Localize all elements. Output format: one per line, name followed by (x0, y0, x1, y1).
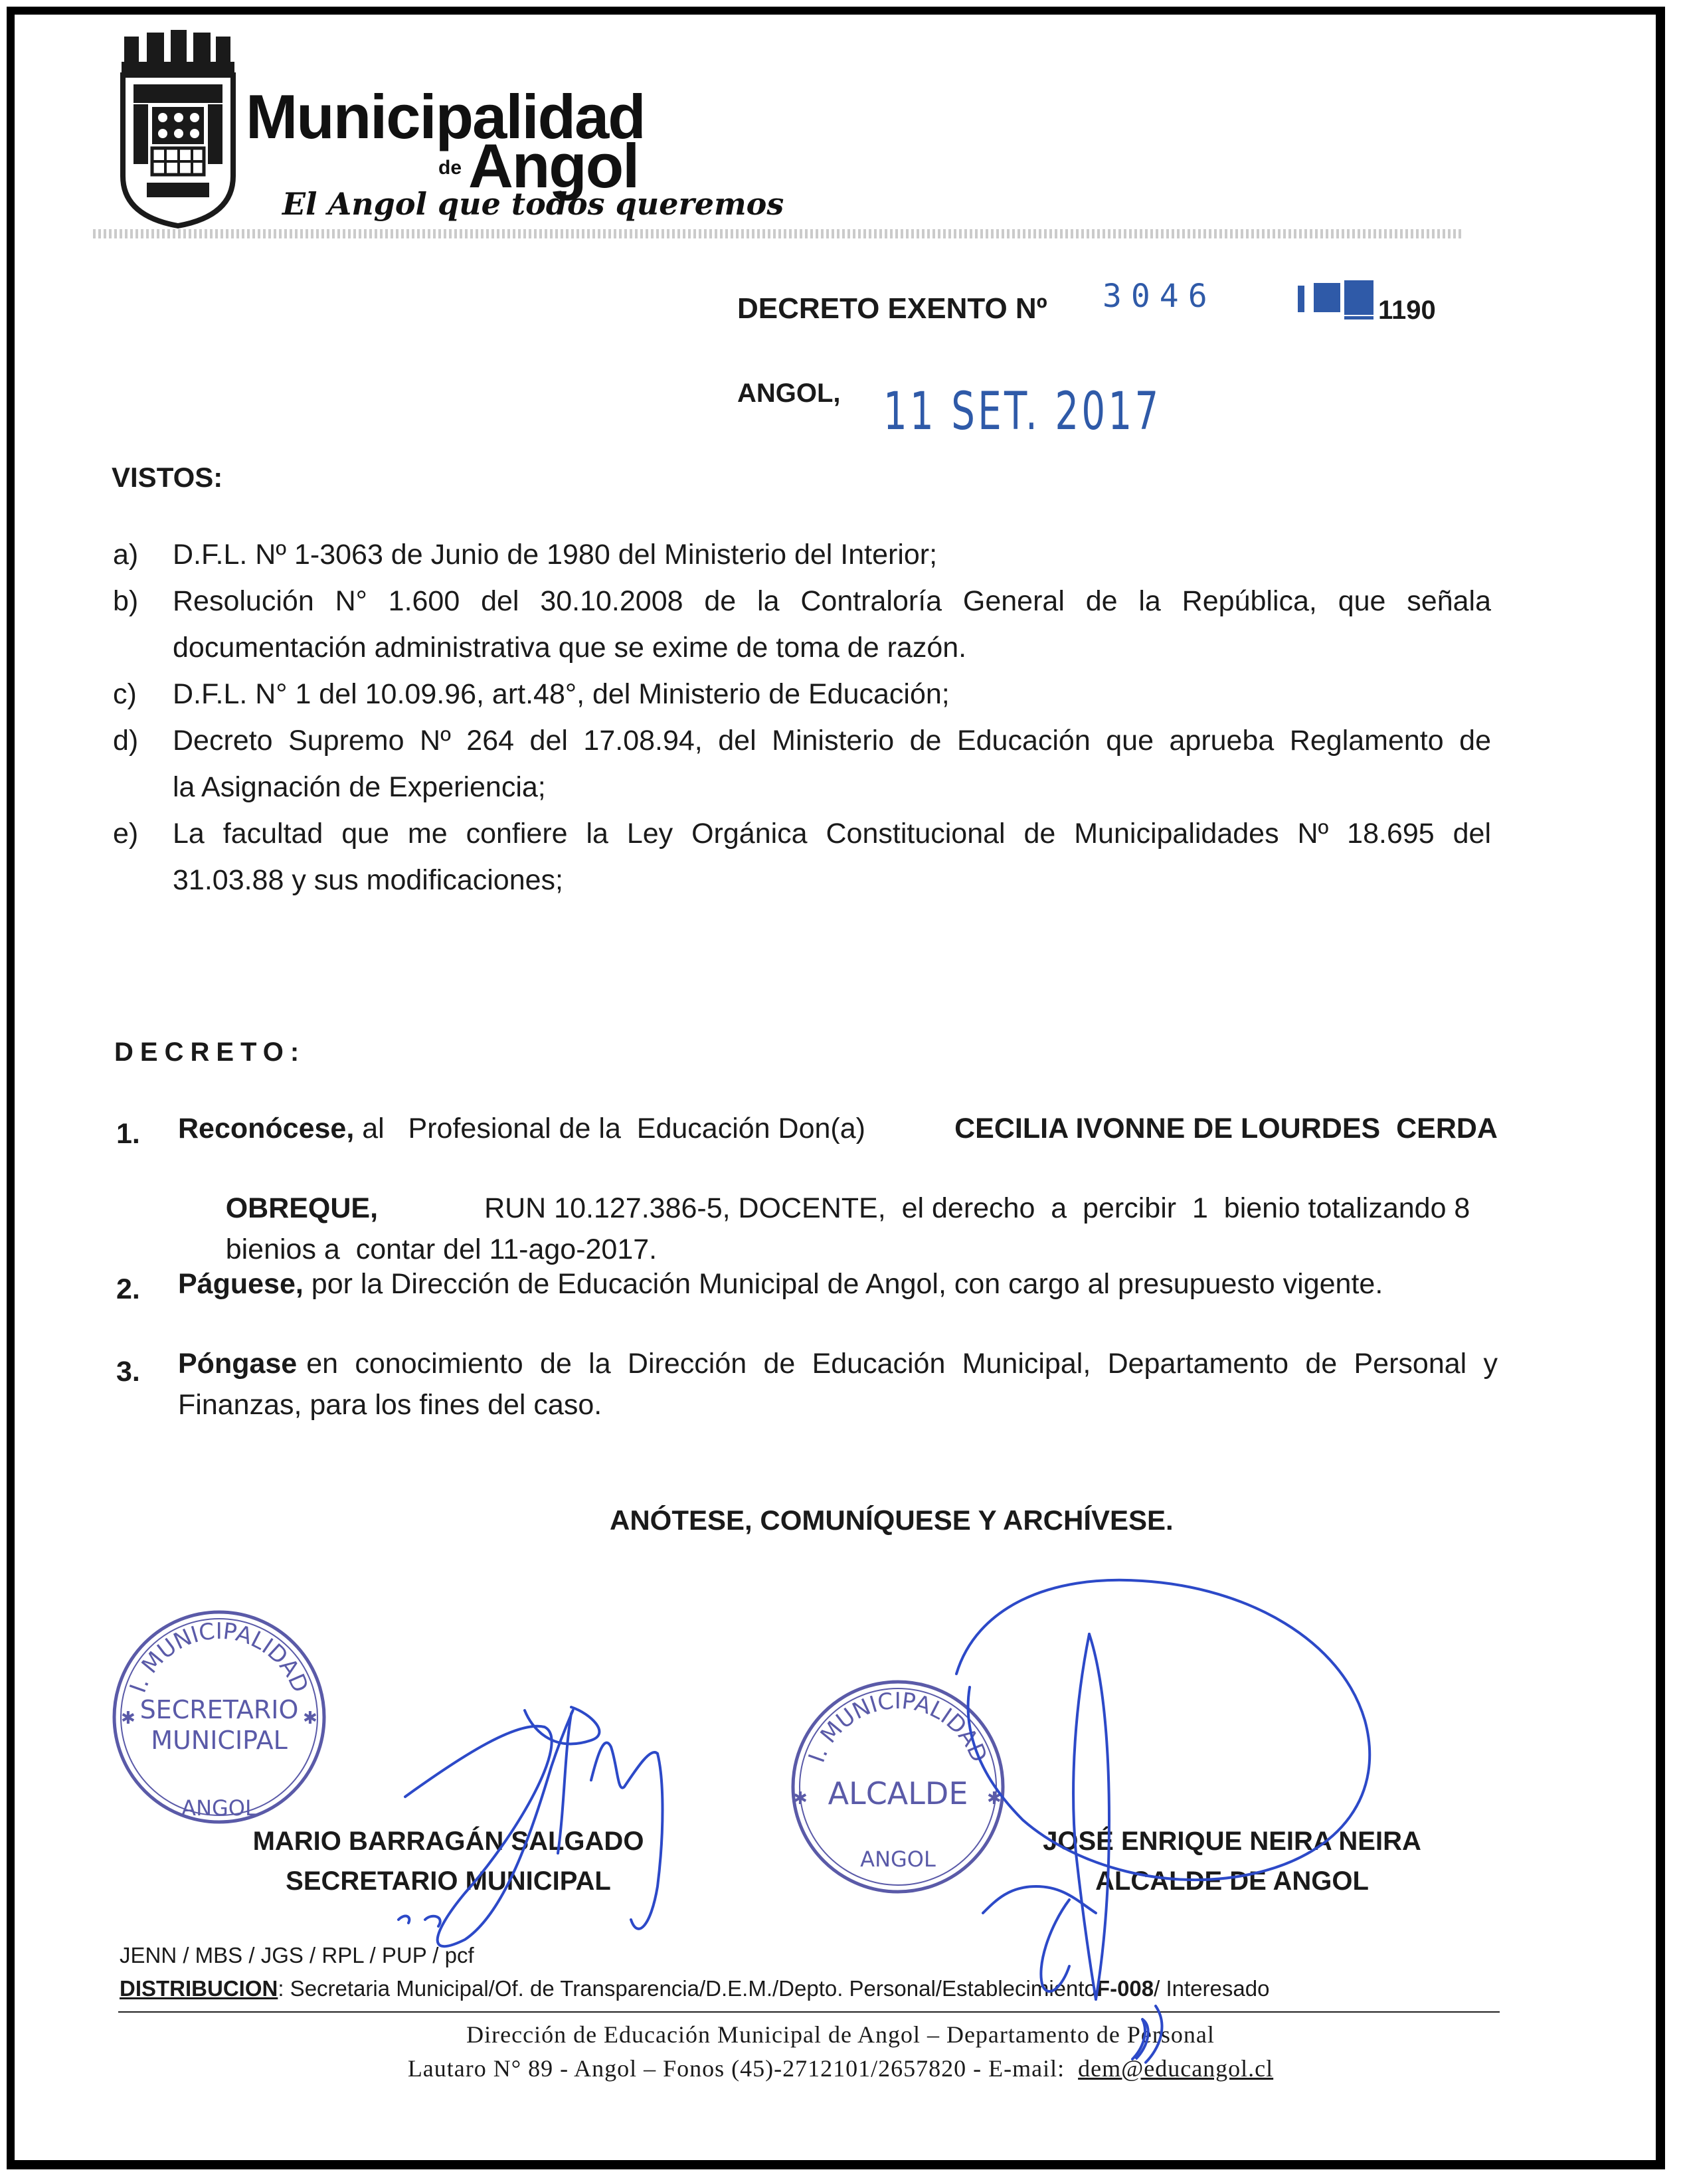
list-item-text: D.F.L. N° 1 del 10.09.96, art.48°, del Ministerio de Educación; (173, 678, 950, 710)
seal-top-text: I. MUNICIPALIDAD (124, 1617, 314, 1696)
article-lead: Páguese, (178, 1268, 304, 1300)
list-item-letter: e) (113, 818, 139, 850)
list-item-letter: d) (113, 725, 139, 757)
footer-contact (0, 2054, 1681, 2082)
svg-text:I. MUNICIPALIDAD (804, 1688, 992, 1766)
article-number: 3. (116, 1356, 140, 1388)
list-item-text: Resolución N° 1.600 del 30.10.2008 de la Contraloría General de la República, que señala (173, 585, 1491, 617)
vistos-list (113, 531, 1491, 903)
list-item-text: 31.03.88 y sus modificaciones; (173, 864, 563, 896)
article-number: 1. (116, 1118, 140, 1150)
typist-initials: JENN / MBS / JGS / RPL / PUP / pcf (120, 1943, 474, 1967)
seal-line1: ALCALDE (828, 1775, 968, 1811)
article-lead: Reconócese, (178, 1113, 355, 1144)
article-body (178, 1263, 1498, 1305)
brand-name-de: de (438, 157, 462, 179)
decree-article-1 (116, 1108, 1498, 1265)
seal-line1: SECRETARIO (139, 1695, 299, 1724)
mayor-seal (785, 1674, 1011, 1900)
decree-number: 1190 (1378, 296, 1436, 325)
municipal-crest-logo (110, 30, 242, 229)
footer-divider (118, 2011, 1500, 2013)
brand-name-line2: Angol (468, 131, 639, 201)
beneficiary-surname: OBREQUE, (225, 1192, 379, 1224)
signatory-title: ALCALDE DE ANGOL (1095, 1866, 1369, 1896)
list-item-letter: a) (113, 539, 139, 571)
brand-name-line1: Municipalidad (246, 82, 645, 151)
article-lead: Póngase (178, 1348, 298, 1380)
distribution-line (120, 1976, 1269, 2001)
decreto-heading: DECRETO: (114, 1038, 306, 1067)
seal-star-icon: ✱ (303, 1708, 317, 1728)
signatory-mayor (1003, 1821, 1461, 1901)
article-text: por la Dirección de Educación Municipal de Angol, con cargo al presupuesto vigente. (311, 1268, 1383, 1300)
decree-article-2 (116, 1263, 1498, 1310)
article-text: en conocimiento de la Dirección de Educación Municipal, Departamento de Personal y (306, 1348, 1498, 1380)
city-label: ANGOL, (737, 379, 841, 408)
list-item-text: D.F.L. Nº 1-3063 de Junio de 1980 del Ministerio del Interior; (173, 539, 938, 571)
distribution-code: F-008 (1096, 1976, 1154, 2001)
header-divider (93, 229, 1461, 238)
signatory-name: MARIO BARRAGÁN SALGADO (252, 1827, 644, 1856)
decree-label: DECRETO EXENTO Nº (737, 292, 1047, 325)
signatory-title: SECRETARIO MUNICIPAL (286, 1866, 611, 1896)
signatory-name: JOSÉ ENRIQUE NEIRA NEIRA (1043, 1827, 1421, 1856)
distribution-text: : Secretaria Municipal/Of. de Transparencia/D.E.M./Depto. Personal/Establecimiento (278, 1976, 1097, 2001)
seal-bottom-text: ANGOL (860, 1847, 936, 1872)
article-text: Finanzas, para los fines del caso. (178, 1389, 602, 1421)
article-body (178, 1343, 1498, 1425)
article-text: bienios a contar del 11-ago-2017. (225, 1233, 658, 1265)
seal-star-icon: ✱ (987, 1788, 1002, 1808)
footer-department: Dirección de Educación Municipal de Angol – Departamento de Personal (466, 2021, 1215, 2048)
beneficiary-name: CECILIA IVONNE DE LOURDES CERDA (954, 1113, 1498, 1144)
stamp-smudge (1296, 280, 1376, 320)
distribution-label: DISTRIBUCION (120, 1976, 278, 2001)
brand-slogan: El Angol que todos queremos (282, 186, 784, 222)
closing-formula: ANÓTESE, COMUNÍQUESE Y ARCHÍVESE. (610, 1504, 1174, 1536)
distribution-text: / Interesado (1154, 1976, 1270, 2001)
svg-text:I. MUNICIPALIDAD (125, 1618, 313, 1696)
footer-email-link[interactable]: dem@educangol.cl (1078, 2055, 1274, 2082)
list-item-text: la Asignación de Experiencia; (173, 771, 546, 803)
seal-top-text: I. MUNICIPALIDAD (803, 1687, 993, 1766)
decree-article-3 (116, 1343, 1498, 1436)
list-item-letter: c) (113, 678, 137, 710)
list-item-letter: b) (113, 585, 139, 617)
stamped-number: 3046 (1103, 278, 1217, 315)
date-stamp: 11 SET. 2017 (883, 382, 1162, 442)
seal-bottom-text: ANGOL (181, 1795, 257, 1821)
secretary-seal (106, 1604, 332, 1830)
seal-line2: MUNICIPAL (151, 1726, 288, 1755)
footer-address: Lautaro N° 89 - Angol – Fonos (45)-2712101/2657820 - E-mail: (407, 2055, 1065, 2082)
list-item-text: La facultad que me confiere la Ley Orgánica Constitucional de Municipalidades Nº 18.695 del (173, 818, 1491, 850)
list-item-text: Decreto Supremo Nº 264 del 17.08.94, del Ministerio de Educación que aprueba Reglamento de (173, 725, 1491, 757)
list-item-text: documentación administrativa que se exime de toma de razón. (173, 632, 967, 664)
article-text: al Profesional de la Educación Don(a) (362, 1113, 865, 1144)
article-text: RUN 10.127.386-5, DOCENTE, el derecho a percibir 1 bienio totalizando 8 (484, 1192, 1470, 1224)
seal-star-icon: ✱ (793, 1788, 808, 1808)
vistos-heading: VISTOS: (112, 462, 223, 493)
article-number: 2. (116, 1273, 140, 1305)
seal-star-icon: ✱ (121, 1708, 135, 1728)
signatory-secretary (219, 1821, 677, 1901)
